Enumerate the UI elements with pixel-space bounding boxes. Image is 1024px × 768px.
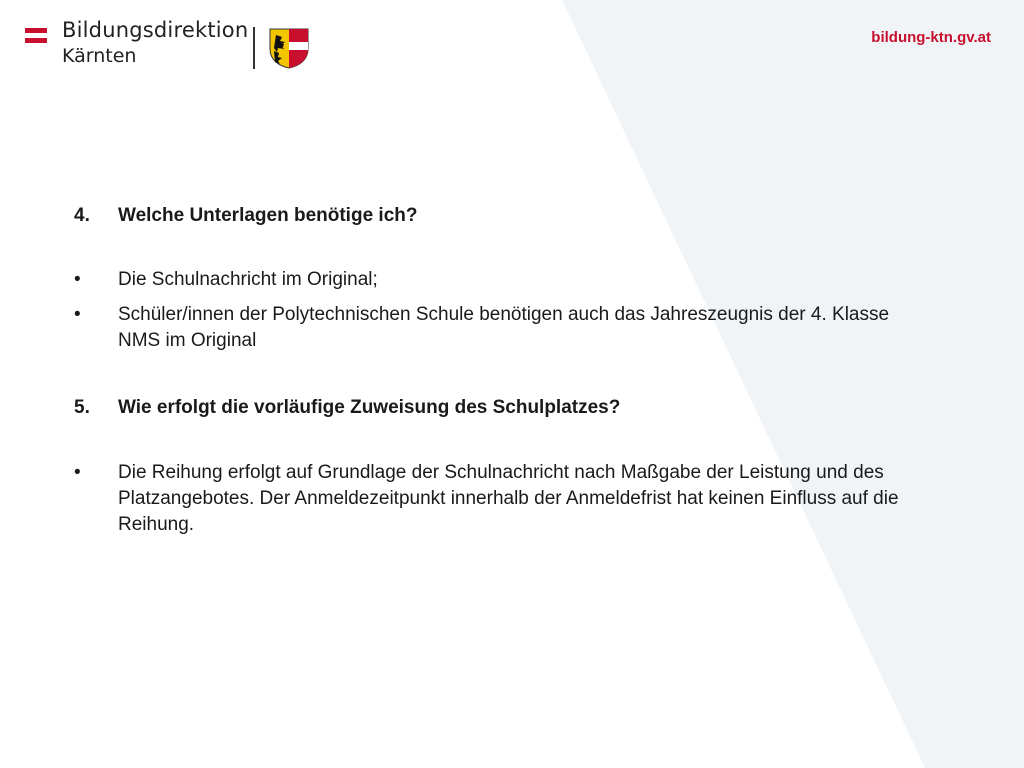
bullet-text: Die Schulnachricht im Original; [118, 269, 378, 290]
brand-name: Bildungsdirektion [62, 18, 249, 42]
bullet-text: Schüler/innen der Polytechnischen Schule benötigen auch das Jahreszeugnis der 4. Klasse NMS im Original [118, 304, 890, 351]
list-marker: 4. [74, 205, 90, 226]
site-url-link[interactable]: bildung-ktn.gv.at [871, 29, 991, 46]
slide-header [0, 0, 1024, 90]
austria-flag-icon [25, 28, 47, 43]
brand-divider [253, 27, 255, 69]
list-marker: 5. [74, 397, 90, 418]
carinthia-coat-of-arms-icon [268, 27, 310, 69]
bullet-marker: • [74, 304, 81, 325]
question-text: Wie erfolgt die vorläufige Zuweisung des Schulplatzes? [118, 397, 621, 418]
bullet-marker: • [74, 269, 81, 290]
brand-region: Kärnten [62, 45, 137, 67]
bullet-marker: • [74, 462, 81, 483]
brand-logo-text [62, 20, 248, 66]
question-text: Welche Unterlagen benötige ich? [118, 205, 418, 226]
bullet-text: Die Reihung erfolgt auf Grundlage der Schulnachricht nach Maßgabe der Leistung und des Platzangebotes. Der Anmeldezeitpunkt innerhalb der Anmeldefrist hat keinen Einfluss auf die Reihung. [118, 462, 899, 535]
